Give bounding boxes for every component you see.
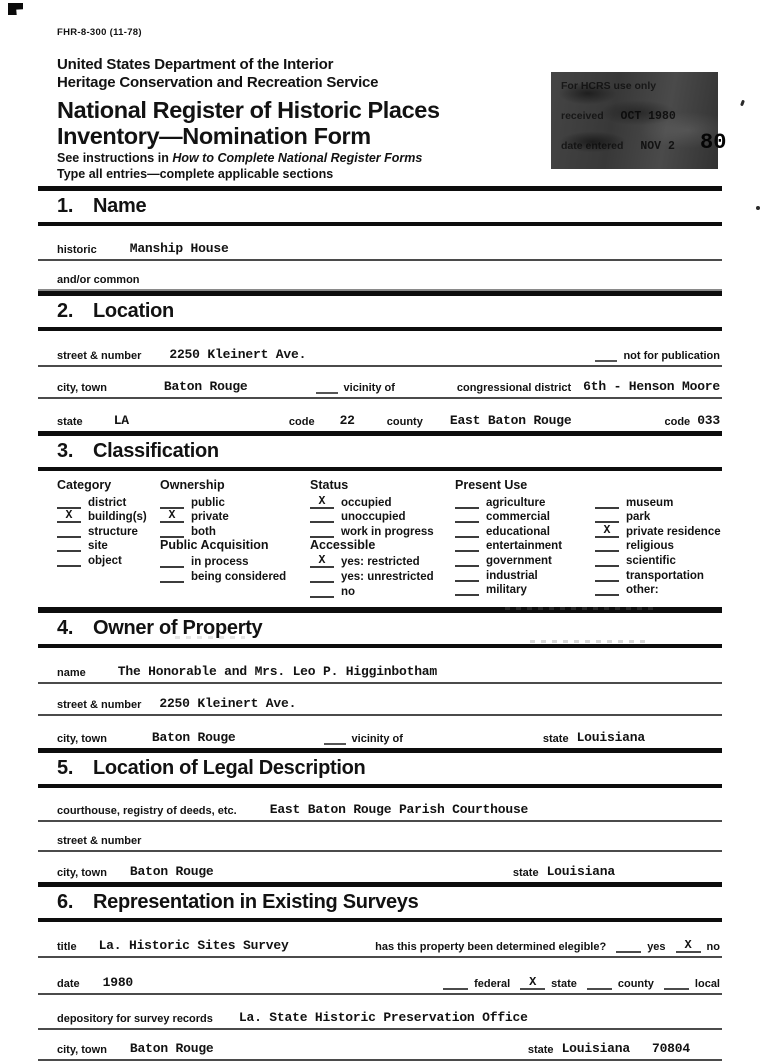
form-title — [57, 97, 440, 149]
checkbox-line — [310, 510, 334, 523]
scan-dot-artifact — [756, 206, 760, 210]
checkbox-label: museum — [626, 496, 674, 509]
checkbox-line — [595, 583, 619, 596]
state-value: LA — [113, 413, 129, 428]
stamp-entered-label: date entered — [561, 140, 624, 152]
form-title-line2: Inventory—Nomination Form — [57, 123, 371, 149]
scan-mark-artifact — [740, 100, 745, 107]
checkbox-yes-unrestricted — [310, 568, 455, 583]
owner-city-label: city, town — [57, 732, 107, 745]
checkbox-label: public — [191, 496, 225, 509]
district-value: 6th - Henson Moore — [583, 379, 720, 394]
checkbox-label: park — [626, 511, 651, 524]
checkbox-label: yes: unrestricted — [341, 570, 434, 583]
department-line1: United States Department of the Interior — [57, 56, 334, 73]
stamp-header: For HCRS use only — [561, 80, 657, 92]
checkbox-line — [57, 554, 81, 567]
owner-vicinity-group — [324, 733, 403, 745]
county-label: county — [386, 416, 423, 428]
checkbox-line — [455, 569, 479, 582]
owner-state-group — [543, 730, 645, 745]
checkbox-line — [595, 569, 619, 582]
field-legal-city — [38, 852, 722, 882]
classification-grid — [38, 471, 722, 609]
section-6-header — [38, 882, 722, 922]
checkbox-label: both — [191, 525, 216, 538]
street-value: 2250 Kleinert Ave. — [169, 347, 307, 362]
checkbox-label: no — [341, 585, 356, 598]
checkbox-line — [595, 510, 619, 523]
survey-city-label: city, town — [57, 1043, 107, 1056]
eligible-no-line: X — [676, 940, 701, 953]
checkbox-line: X — [160, 510, 184, 523]
street-label: street & number — [57, 350, 142, 362]
survey-zip-value: 70804 — [651, 1040, 690, 1056]
eligible-yes-line — [616, 940, 641, 953]
survey-state-group — [528, 1041, 690, 1056]
checkbox-line — [57, 496, 81, 509]
field-common-name — [38, 261, 722, 291]
county-chk-label: county — [617, 977, 654, 990]
section-5-title: Location of Legal Description — [93, 756, 366, 779]
checkbox-line — [455, 496, 479, 509]
section-1-header — [38, 186, 722, 226]
survey-title-value: La. Historic Sites Survey — [98, 937, 289, 953]
checkbox-buildings — [57, 509, 160, 524]
smudge-mark — [505, 607, 655, 610]
common-label: and/or common — [57, 274, 140, 286]
code-value: 22 — [339, 413, 355, 428]
survey-title-label: title — [57, 940, 77, 953]
checkbox-label: being considered — [191, 570, 287, 583]
code2-value: 033 — [697, 413, 720, 428]
instructions-line1 — [57, 151, 422, 167]
field-survey-city — [38, 1030, 722, 1061]
scan-corner-artifact — [8, 3, 23, 15]
checkbox-label: structure — [88, 525, 138, 538]
checkbox-line — [455, 510, 479, 523]
department-line2: Heritage Conservation and Recreation Service — [57, 73, 379, 91]
legal-street-label: street & number — [57, 834, 142, 847]
stamp-received-date: OCT 1980 — [620, 110, 676, 123]
checkbox-label: entertainment — [486, 540, 563, 553]
checkbox-public — [160, 494, 310, 509]
checkbox-line — [455, 554, 479, 567]
county-value: East Baton Rouge — [449, 413, 572, 428]
checkbox-label: private — [191, 511, 229, 524]
form-body — [38, 186, 722, 1061]
checkbox-government — [455, 552, 595, 567]
survey-date-value: 1980 — [102, 974, 134, 990]
owner-street-label: street & number — [57, 698, 142, 711]
historic-label: historic — [57, 244, 97, 256]
county-code-group — [665, 413, 721, 428]
legal-city-label: city, town — [57, 866, 107, 879]
checkbox-label: commercial — [486, 511, 550, 524]
checkbox-other — [595, 582, 722, 597]
owner-street-value: 2250 Kleinert Ave. — [159, 695, 297, 711]
checkbox-label: object — [88, 554, 122, 567]
field-courthouse — [38, 788, 722, 822]
legal-state-label: state — [512, 866, 539, 879]
field-historic-name — [38, 226, 722, 261]
checkbox-line — [595, 554, 619, 567]
hcrs-use-only-stamp-box — [551, 72, 727, 169]
eligible-question: has this property been determined elegible? — [375, 940, 607, 953]
owner-vicinity-label: vicinity of — [351, 732, 403, 745]
depository-label: depository for survey records — [57, 1012, 213, 1025]
checkbox-transportation — [595, 567, 722, 582]
instructions-line2: Type all entries—complete applicable sections — [57, 166, 334, 181]
checkbox-line — [595, 496, 619, 509]
not-for-publication-group — [595, 350, 720, 362]
owner-name-label: name — [57, 666, 86, 679]
district-label: congressional district — [456, 382, 572, 394]
federal-line — [443, 977, 468, 990]
city-value: Baton Rouge — [163, 379, 248, 394]
courthouse-value: East Baton Rouge Parish Courthouse — [269, 801, 529, 817]
legal-city-value: Baton Rouge — [129, 863, 214, 879]
checkbox-line — [160, 555, 184, 568]
stamp-received-row — [561, 110, 718, 123]
vicinity-blank-line — [316, 389, 338, 394]
field-survey-date — [38, 958, 722, 995]
local-label: local — [694, 977, 720, 990]
checkbox-private — [160, 509, 310, 524]
checkbox-label: yes: restricted — [341, 556, 420, 569]
checkbox-label: military — [486, 584, 527, 597]
department-heading — [57, 56, 378, 91]
instructions-manual-title: How to Complete National Register Forms — [172, 151, 423, 165]
checkbox-line — [310, 585, 334, 598]
checkbox-label: private residence — [626, 525, 721, 538]
category-column — [57, 478, 160, 598]
field-state-county — [38, 399, 722, 431]
status-column — [310, 478, 455, 598]
checkbox-label: in process — [191, 556, 249, 569]
ownership-header: Ownership — [160, 478, 225, 492]
checkbox-unoccupied — [310, 509, 455, 524]
code2-label: code — [664, 416, 691, 428]
field-owner-name — [38, 648, 722, 684]
city-label: city, town — [57, 382, 107, 394]
checkbox-line: X — [57, 510, 81, 523]
category-header: Category — [57, 478, 112, 492]
smudge-mark — [530, 640, 645, 643]
checkbox-line — [455, 539, 479, 552]
stamp-entered-row — [561, 140, 718, 153]
section-1-title: Name — [93, 195, 147, 217]
form-title-line1: National Register of Historic Places — [57, 97, 440, 123]
stamp-received-label: received — [561, 110, 604, 122]
congressional-district-group — [457, 379, 720, 394]
field-street-number — [38, 331, 722, 367]
survey-state-label: state — [527, 1043, 554, 1056]
eligible-no-label: no — [706, 940, 720, 953]
checkbox-line — [160, 570, 184, 583]
legal-state-group — [513, 864, 615, 879]
present-use-column-1 — [455, 478, 595, 598]
survey-city-value: Baton Rouge — [129, 1040, 214, 1056]
section-3-title: Classification — [93, 440, 219, 462]
checkbox-site — [57, 538, 160, 553]
checkbox-private-residence — [595, 523, 722, 538]
section-4-title: Owner of Property — [93, 616, 263, 639]
checkbox-line — [455, 525, 479, 538]
checkbox-label: government — [486, 554, 552, 567]
form-number: FHR-8-300 (11-78) — [57, 27, 142, 38]
state-label: state — [57, 416, 83, 428]
survey-state-value: Louisiana — [561, 1040, 630, 1056]
checkbox-agriculture — [455, 494, 595, 509]
owner-name-value: The Honorable and Mrs. Leo P. Higginbotham — [117, 663, 438, 679]
checkbox-line — [57, 525, 81, 538]
status-header: Status — [310, 478, 349, 492]
checkbox-line: X — [595, 525, 619, 538]
form-instructions — [57, 151, 422, 182]
ownership-column — [160, 478, 310, 598]
checkbox-no — [310, 583, 455, 598]
checkbox-in-process — [160, 554, 310, 569]
checkbox-label: religious — [626, 540, 674, 553]
checkbox-line — [455, 583, 479, 596]
checkbox-structure — [57, 523, 160, 538]
stamp-year-overflow: 80 — [700, 130, 727, 155]
checkbox-label: site — [88, 540, 108, 553]
checkbox-label: scientific — [626, 554, 676, 567]
checkbox-label: educational — [486, 525, 550, 538]
checkbox-line — [595, 539, 619, 552]
field-owner-city — [38, 716, 722, 748]
checkbox-label: work in progress — [341, 525, 434, 538]
smudge-mark — [175, 636, 245, 639]
courthouse-label: courthouse, registry of deeds, etc. — [57, 804, 237, 817]
checkbox-line — [160, 525, 184, 538]
checkbox-both — [160, 523, 310, 538]
checkbox-label: unoccupied — [341, 511, 406, 524]
section-6-title: Representation in Existing Surveys — [93, 890, 419, 913]
checkbox-religious — [595, 538, 722, 553]
checkbox-occupied — [310, 494, 455, 509]
checkbox-label: agriculture — [486, 496, 546, 509]
eligible-group — [375, 937, 720, 953]
not-for-publication-label: not for publication — [623, 350, 720, 362]
section-5-number: 5. — [57, 756, 74, 779]
checkbox-entertainment — [455, 538, 595, 553]
section-4-number: 4. — [57, 616, 74, 639]
section-2-header — [38, 291, 722, 331]
owner-city-value: Baton Rouge — [151, 729, 236, 745]
depository-value: La. State Historic Preservation Office — [238, 1009, 528, 1025]
checkbox-line — [57, 539, 81, 552]
checkbox-label: building(s) — [88, 511, 147, 524]
vicinity-group — [316, 382, 395, 394]
code-label: code — [288, 416, 315, 428]
not-for-publication-blank-line — [595, 357, 617, 362]
survey-level-group — [433, 974, 720, 990]
checkbox-park — [595, 509, 722, 524]
checkbox-being-considered — [160, 568, 310, 583]
section-2-title: Location — [93, 300, 174, 322]
field-owner-street — [38, 684, 722, 716]
present-use-header: Present Use — [455, 478, 528, 492]
checkbox-educational — [455, 523, 595, 538]
survey-date-label: date — [57, 977, 80, 990]
checkbox-line: X — [310, 555, 334, 568]
checkbox-line — [310, 570, 334, 583]
section-6-number: 6. — [57, 890, 74, 913]
present-use-column-2 — [595, 478, 722, 598]
checkbox-label: district — [88, 496, 127, 509]
county-line — [587, 977, 612, 990]
field-survey-title — [38, 922, 722, 958]
checkbox-military — [455, 582, 595, 597]
local-line — [664, 977, 689, 990]
section-2-number: 2. — [57, 300, 74, 322]
checkbox-line — [160, 496, 184, 509]
historic-value: Manship House — [129, 241, 229, 256]
vicinity-label: vicinity of — [343, 382, 395, 394]
checkbox-yes-restricted — [310, 554, 455, 569]
present-use-spacer — [595, 478, 722, 494]
stamp-entered-date: NOV 2 — [640, 140, 675, 153]
checkbox-commercial — [455, 509, 595, 524]
checkbox-museum — [595, 494, 722, 509]
field-legal-street — [38, 822, 722, 852]
public-acquisition-header: Public Acquisition — [160, 537, 269, 552]
section-3-number: 3. — [57, 440, 74, 462]
checkbox-label: transportation — [626, 569, 704, 582]
checkbox-district — [57, 494, 160, 509]
instructions-prefix: See instructions in — [57, 151, 173, 165]
section-3-header — [38, 431, 722, 471]
eligible-yes-label: yes — [647, 940, 666, 953]
checkbox-label: other: — [626, 584, 659, 597]
checkbox-label: industrial — [486, 569, 538, 582]
state-chk-label: state — [551, 977, 577, 990]
checkbox-industrial — [455, 567, 595, 582]
checkbox-object — [57, 552, 160, 567]
checkbox-line: X — [310, 496, 334, 509]
field-city-town — [38, 367, 722, 399]
checkbox-line — [310, 525, 334, 538]
section-5-header — [38, 748, 722, 788]
legal-state-value: Louisiana — [546, 863, 615, 879]
checkbox-scientific — [595, 552, 722, 567]
state-line: X — [520, 977, 545, 990]
owner-state-label: state — [542, 732, 569, 745]
owner-vicinity-blank-line — [324, 740, 346, 745]
checkbox-work-in-progress — [310, 523, 455, 538]
section-1-number: 1. — [57, 195, 74, 217]
federal-label: federal — [474, 977, 511, 990]
accessible-header: Accessible — [310, 537, 376, 552]
owner-state-value: Louisiana — [576, 729, 645, 745]
checkbox-label: occupied — [341, 496, 392, 509]
